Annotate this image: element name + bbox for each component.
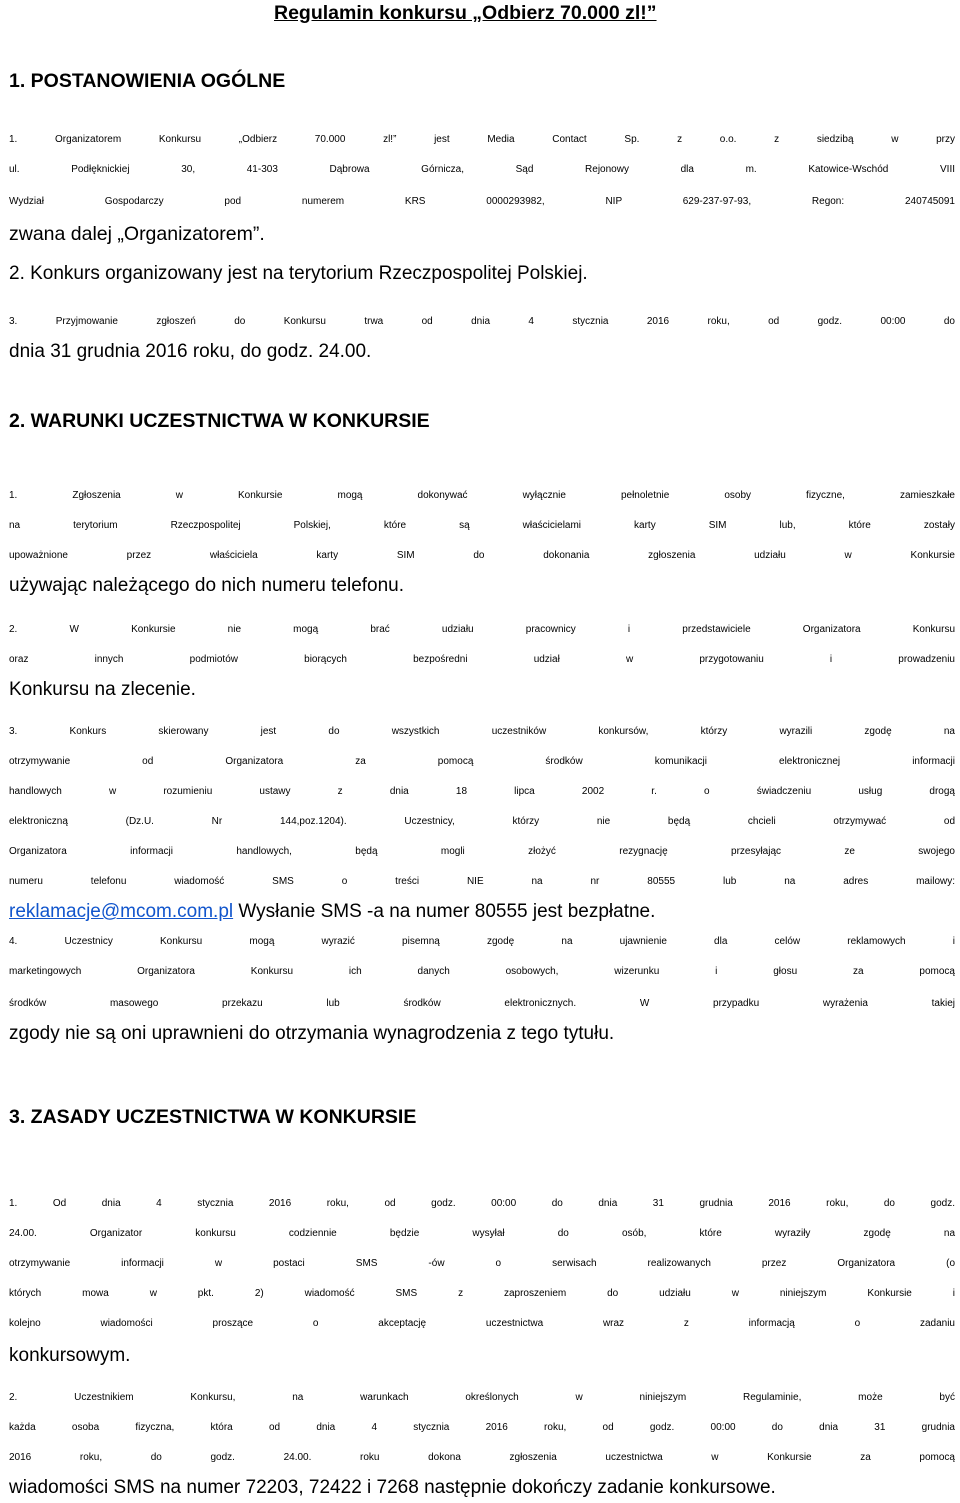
s3-p1-line6: konkursowym. (9, 1345, 131, 1366)
s3-p1-line5: kolejno wiadomości proszące o akceptację uczestnictwa wraz z informacją o zadaniu (9, 1318, 955, 1329)
s2-p3-line2: otrzymywanie od Organizatora za pomocą środków komunikacji elektronicznej informacji (9, 756, 955, 767)
s2-p1-line4: używając należącego do nich numeru telefonu. (9, 575, 405, 596)
s1-p1-line2: ul. Podłęknickiej 30, 41-303 Dąbrowa Górnicza, Sąd Rejonowy dla m. Katowice-Wschód VIII (9, 164, 955, 175)
s3-p2-line2: każda osoba fizyczna, która od dnia 4 stycznia 2016 roku, od godz. 00:00 do dnia 31 grudnia (9, 1422, 955, 1433)
s3-p1-line1: 1. Od dnia 4 stycznia 2016 roku, od godz. 00:00 do dnia 31 grudnia 2016 roku, do godz. (9, 1198, 955, 1209)
reklamacje-email-link[interactable]: reklamacje@mcom.com.pl (9, 901, 234, 922)
s2-p3-line5: Organizatora informacji handlowych, będą mogli złożyć rezygnację przesyłając ze swojego (9, 846, 955, 857)
s3-p1-line4: których mowa w pkt. 2) wiadomość SMS z zaproszeniem do udziału w niniejszym Konkursie i (9, 1288, 955, 1299)
s1-p1-line1: 1. Organizatorem Konkursu „Odbierz 70.000 zl!” jest Media Contact Sp. z o.o. z siedzibą w przy (9, 134, 955, 145)
s2-p3-line3: handlowych w rozumieniu ustawy z dnia 18 lipca 2002 r. o świadczeniu usług drogą (9, 786, 955, 797)
s2-p4-line2: marketingowych Organizatora Konkursu ich danych osobowych, wizerunku i głosu za pomocą (9, 966, 955, 977)
s2-p3-line6: numeru telefonu wiadomość SMS o treści NIE na nr 80555 lub na adres mailowy: (9, 876, 955, 887)
section-3-heading: 3. ZASADY UCZESTNICTWA W KONKURSIE (9, 1106, 417, 1128)
s3-p2-line1: 2. Uczestnikiem Konkursu, na warunkach określonych w niniejszym Regulaminie, może być (9, 1392, 955, 1403)
s2-p2-line2: oraz innych podmiotów biorących bezpośredni udział w przygotowaniu i prowadzeniu (9, 654, 955, 665)
s1-p3-line1: 3. Przyjmowanie zgłoszeń do Konkursu trwa od dnia 4 stycznia 2016 roku, od godz. 00:00 do (9, 316, 955, 327)
section-2-heading: 2. WARUNKI UCZESTNICTWA W KONKURSIE (9, 410, 430, 432)
s2-p2-line3: Konkursu na zlecenie. (9, 679, 196, 700)
s1-p1-line3: Wydział Gospodarczy pod numerem KRS 0000293982, NIP 629-237-97-93, Regon: 240745091 (9, 196, 955, 207)
s1-p3-line2: dnia 31 grudnia 2016 roku, do godz. 24.00. (9, 341, 372, 362)
s2-p1-line2: na terytorium Rzeczpospolitej Polskiej, które są właścicielami karty SIM lub, które zostały (9, 520, 955, 531)
s2-p4-line3: środków masowego przekazu lub środków elektronicznych. W przypadku wyrażenia takiej (9, 998, 955, 1009)
s2-p4-line4: zgody nie są oni uprawnieni do otrzymania wynagrodzenia z tego tytułu. (9, 1023, 615, 1044)
s2-p1-line3: upoważnione przez właściciela karty SIM do dokonania zgłoszenia udziału w Konkursie (9, 550, 955, 561)
s3-p1-line3: otrzymywanie informacji w postaci SMS -ów o serwisach realizowanych przez Organizatora (o (9, 1258, 955, 1269)
s2-p2-line1: 2. W Konkursie nie mogą brać udziału pracownicy i przedstawiciele Organizatora Konkursu (9, 624, 955, 635)
section-1-heading: 1. POSTANOWIENIA OGÓLNE (9, 70, 286, 92)
s2-p3-line7-rest: Wysłanie SMS -a na numer 80555 jest bezpłatne. (233, 901, 656, 922)
s2-p3-line1: 3. Konkurs skierowany jest do wszystkich uczestników konkursów, którzy wyrazili zgodę na (9, 726, 955, 737)
document-title: Regulamin konkursu „Odbierz 70.000 zl!” (274, 2, 657, 24)
s2-p4-line1: 4. Uczestnicy Konkursu mogą wyrazić pisemną zgodę na ujawnienie dla celów reklamowych i (9, 936, 955, 947)
s3-p2-line4: wiadomości SMS na numer 72203, 72422 i 7268 następnie dokończy zadanie konkursowe. (9, 1477, 776, 1498)
s2-p3-line7 (9, 900, 655, 924)
s3-p2-line3: 2016 roku, do godz. 24.00. roku dokona zgłoszenia uczestnictwa w Konkursie za pomocą (9, 1452, 955, 1463)
s1-p2: 2. Konkurs organizowany jest na terytorium Rzeczpospolitej Polskiej. (9, 263, 588, 284)
s1-p1-line4: zwana dalej „Organizatorem”. (9, 223, 265, 245)
s3-p1-line2: 24.00. Organizator konkursu codziennie będzie wysyłał do osób, które wyraziły zgodę na (9, 1228, 955, 1239)
s2-p1-line1: 1. Zgłoszenia w Konkursie mogą dokonywać wyłącznie pełnoletnie osoby fizyczne, zamieszkałe (9, 490, 955, 501)
s2-p3-line4: elektroniczną (Dz.U. Nr 144,poz.1204). Uczestnicy, którzy nie będą chcieli otrzymywać od (9, 816, 955, 827)
